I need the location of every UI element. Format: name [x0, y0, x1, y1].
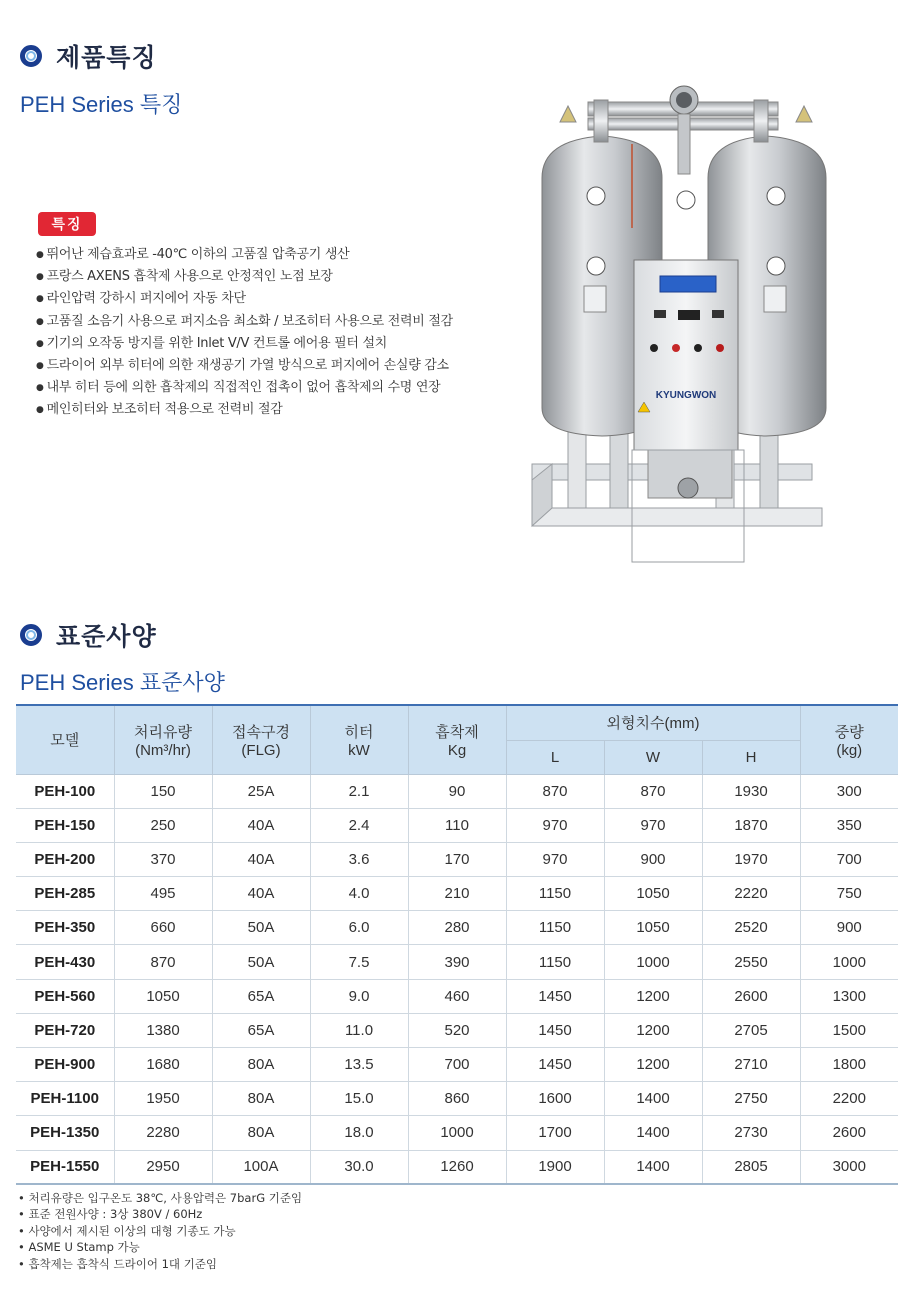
cell-flow: 150 [114, 774, 212, 808]
cell-width: 1200 [604, 1048, 702, 1082]
feature-item: ● 라인압력 강하시 퍼지에어 자동 차단 [36, 288, 453, 310]
feature-item: ● 드라이어 외부 히터에 의한 재생공기 가열 방식으로 퍼지에어 손실량 감소 [36, 355, 453, 377]
cell-flow: 2950 [114, 1150, 212, 1184]
cell-length: 1700 [506, 1116, 604, 1150]
cell-adsorbent: 210 [408, 877, 506, 911]
table-row [16, 877, 898, 911]
cell-adsorbent: 170 [408, 842, 506, 876]
cell-flow: 495 [114, 877, 212, 911]
cell-model: PEH-200 [16, 842, 114, 876]
col-header-adsorbent: 흡착제 Kg [408, 705, 506, 774]
feature-item: ● 고품질 소음기 사용으로 퍼지소음 최소화 / 보조히터 사용으로 전력비 절감 [36, 311, 453, 333]
air-dryer-product-image [528, 78, 834, 564]
cell-weight: 2200 [800, 1082, 898, 1116]
cell-width: 1200 [604, 1013, 702, 1047]
spec-subtitle: PEH Series 표준사양 [20, 670, 225, 695]
cell-heater: 3.6 [310, 842, 408, 876]
cell-flow: 1380 [114, 1013, 212, 1047]
cell-width: 1050 [604, 911, 702, 945]
cell-height: 2805 [702, 1150, 800, 1184]
cell-flow: 1050 [114, 979, 212, 1013]
cell-connection: 40A [212, 842, 310, 876]
cell-weight: 300 [800, 774, 898, 808]
table-row [16, 1116, 898, 1150]
cell-height: 1870 [702, 808, 800, 842]
features-badge: 특징 [38, 212, 96, 236]
cell-heater: 2.4 [310, 808, 408, 842]
feature-item: ● 메인히터와 보조히터 적용으로 전력비 절감 [36, 399, 453, 421]
cell-adsorbent: 110 [408, 808, 506, 842]
note-item: • ASME U Stamp 가능 [18, 1239, 302, 1255]
cell-heater: 30.0 [310, 1150, 408, 1184]
cell-model: PEH-430 [16, 945, 114, 979]
col-header-flow: 처리유량 (Nm³/hr) [114, 705, 212, 774]
cell-heater: 13.5 [310, 1048, 408, 1082]
cell-heater: 2.1 [310, 774, 408, 808]
cell-model: PEH-900 [16, 1048, 114, 1082]
cell-length: 970 [506, 842, 604, 876]
cell-adsorbent: 700 [408, 1048, 506, 1082]
cell-adsorbent: 280 [408, 911, 506, 945]
cell-width: 1000 [604, 945, 702, 979]
table-row [16, 911, 898, 945]
cell-width: 1400 [604, 1116, 702, 1150]
col-header-heater: 히터 kW [310, 705, 408, 774]
cell-model: PEH-720 [16, 1013, 114, 1047]
cell-flow: 2280 [114, 1116, 212, 1150]
cell-adsorbent: 90 [408, 774, 506, 808]
col-header-length: L [506, 740, 604, 774]
cell-width: 1200 [604, 979, 702, 1013]
table-row [16, 1150, 898, 1184]
note-item: • 흡착제는 흡착식 드라이어 1대 기준임 [18, 1256, 302, 1272]
cell-width: 1400 [604, 1150, 702, 1184]
cell-length: 1450 [506, 1048, 604, 1082]
cell-connection: 65A [212, 1013, 310, 1047]
features-section-title: 제품특징 [56, 43, 157, 72]
cell-heater: 4.0 [310, 877, 408, 911]
cell-heater: 18.0 [310, 1116, 408, 1150]
cell-adsorbent: 1000 [408, 1116, 506, 1150]
note-item: • 사양에서 제시된 이상의 대형 기종도 가능 [18, 1223, 302, 1239]
cell-model: PEH-1550 [16, 1150, 114, 1184]
cell-connection: 40A [212, 877, 310, 911]
col-header-weight: 중량 (kg) [800, 705, 898, 774]
cell-length: 1900 [506, 1150, 604, 1184]
section-bullet-icon [20, 45, 42, 67]
cell-height: 2750 [702, 1082, 800, 1116]
feature-item: ● 기기의 오작동 방지를 위한 Inlet V/V 컨트롤 에어용 필터 설치 [36, 333, 453, 355]
cell-height: 2600 [702, 979, 800, 1013]
cell-length: 1150 [506, 945, 604, 979]
cell-weight: 2600 [800, 1116, 898, 1150]
section-bullet-icon [20, 624, 42, 646]
cell-weight: 900 [800, 911, 898, 945]
cell-height: 2220 [702, 877, 800, 911]
spec-table-body [16, 774, 898, 1184]
cell-width: 900 [604, 842, 702, 876]
cell-model: PEH-1350 [16, 1116, 114, 1150]
spec-notes [18, 1190, 302, 1272]
cell-heater: 6.0 [310, 911, 408, 945]
cell-height: 2730 [702, 1116, 800, 1150]
cell-model: PEH-1100 [16, 1082, 114, 1116]
cell-adsorbent: 1260 [408, 1150, 506, 1184]
spec-section-header [20, 617, 157, 653]
cell-connection: 50A [212, 911, 310, 945]
col-header-model: 모델 [16, 705, 114, 774]
cell-height: 1930 [702, 774, 800, 808]
features-subtitle: PEH Series 특징 [20, 92, 183, 117]
cell-height: 2705 [702, 1013, 800, 1047]
cell-connection: 25A [212, 774, 310, 808]
table-row [16, 979, 898, 1013]
cell-weight: 1800 [800, 1048, 898, 1082]
cell-connection: 50A [212, 945, 310, 979]
cell-connection: 80A [212, 1048, 310, 1082]
feature-list [36, 244, 453, 422]
cell-model: PEH-350 [16, 911, 114, 945]
col-header-dimensions: 외형치수(mm) [506, 705, 800, 740]
table-row [16, 1048, 898, 1082]
cell-weight: 700 [800, 842, 898, 876]
cell-model: PEH-150 [16, 808, 114, 842]
cell-length: 1450 [506, 979, 604, 1013]
cell-height: 2520 [702, 911, 800, 945]
cell-adsorbent: 460 [408, 979, 506, 1013]
cell-flow: 370 [114, 842, 212, 876]
cell-weight: 1300 [800, 979, 898, 1013]
table-row [16, 842, 898, 876]
cell-connection: 100A [212, 1150, 310, 1184]
cell-height: 2710 [702, 1048, 800, 1082]
cell-height: 2550 [702, 945, 800, 979]
cell-adsorbent: 520 [408, 1013, 506, 1047]
cell-length: 1150 [506, 877, 604, 911]
cell-width: 970 [604, 808, 702, 842]
cell-weight: 350 [800, 808, 898, 842]
cell-length: 1600 [506, 1082, 604, 1116]
cell-model: PEH-560 [16, 979, 114, 1013]
table-row [16, 1082, 898, 1116]
feature-item: ● 뛰어난 제습효과로 -40℃ 이하의 고품질 압축공기 생산 [36, 244, 453, 266]
cell-length: 870 [506, 774, 604, 808]
col-header-connection: 접속구경 (FLG) [212, 705, 310, 774]
cell-flow: 870 [114, 945, 212, 979]
note-item: • 표준 전원사양 : 3상 380V / 60Hz [18, 1206, 302, 1222]
cell-width: 870 [604, 774, 702, 808]
cell-width: 1400 [604, 1082, 702, 1116]
cell-heater: 9.0 [310, 979, 408, 1013]
cell-length: 1450 [506, 1013, 604, 1047]
cell-heater: 15.0 [310, 1082, 408, 1116]
col-header-height: H [702, 740, 800, 774]
table-row [16, 1013, 898, 1047]
cell-connection: 80A [212, 1116, 310, 1150]
feature-item: ● 내부 히터 등에 의한 흡착제의 직접적인 접촉이 없어 흡착제의 수명 연장 [36, 377, 453, 399]
table-row [16, 774, 898, 808]
cell-flow: 1680 [114, 1048, 212, 1082]
cell-model: PEH-285 [16, 877, 114, 911]
table-row [16, 945, 898, 979]
cell-adsorbent: 390 [408, 945, 506, 979]
feature-item: ● 프랑스 AXENS 흡착제 사용으로 안정적인 노점 보장 [36, 266, 453, 288]
cell-flow: 660 [114, 911, 212, 945]
features-section-header [20, 38, 157, 74]
cell-width: 1050 [604, 877, 702, 911]
cell-connection: 40A [212, 808, 310, 842]
spec-section-title: 표준사양 [56, 622, 157, 651]
col-header-width: W [604, 740, 702, 774]
cell-weight: 750 [800, 877, 898, 911]
cell-weight: 1500 [800, 1013, 898, 1047]
cell-length: 970 [506, 808, 604, 842]
cell-length: 1150 [506, 911, 604, 945]
table-row [16, 808, 898, 842]
note-item: • 처리유량은 입구온도 38℃, 사용압력은 7barG 기준임 [18, 1190, 302, 1206]
cell-connection: 65A [212, 979, 310, 1013]
cell-height: 1970 [702, 842, 800, 876]
cell-weight: 1000 [800, 945, 898, 979]
spec-table [16, 704, 898, 1185]
brand-label: KYUNGWON [655, 390, 717, 401]
cell-flow: 1950 [114, 1082, 212, 1116]
cell-connection: 80A [212, 1082, 310, 1116]
cell-heater: 11.0 [310, 1013, 408, 1047]
cell-weight: 3000 [800, 1150, 898, 1184]
cell-model: PEH-100 [16, 774, 114, 808]
cell-heater: 7.5 [310, 945, 408, 979]
cell-flow: 250 [114, 808, 212, 842]
cell-adsorbent: 860 [408, 1082, 506, 1116]
